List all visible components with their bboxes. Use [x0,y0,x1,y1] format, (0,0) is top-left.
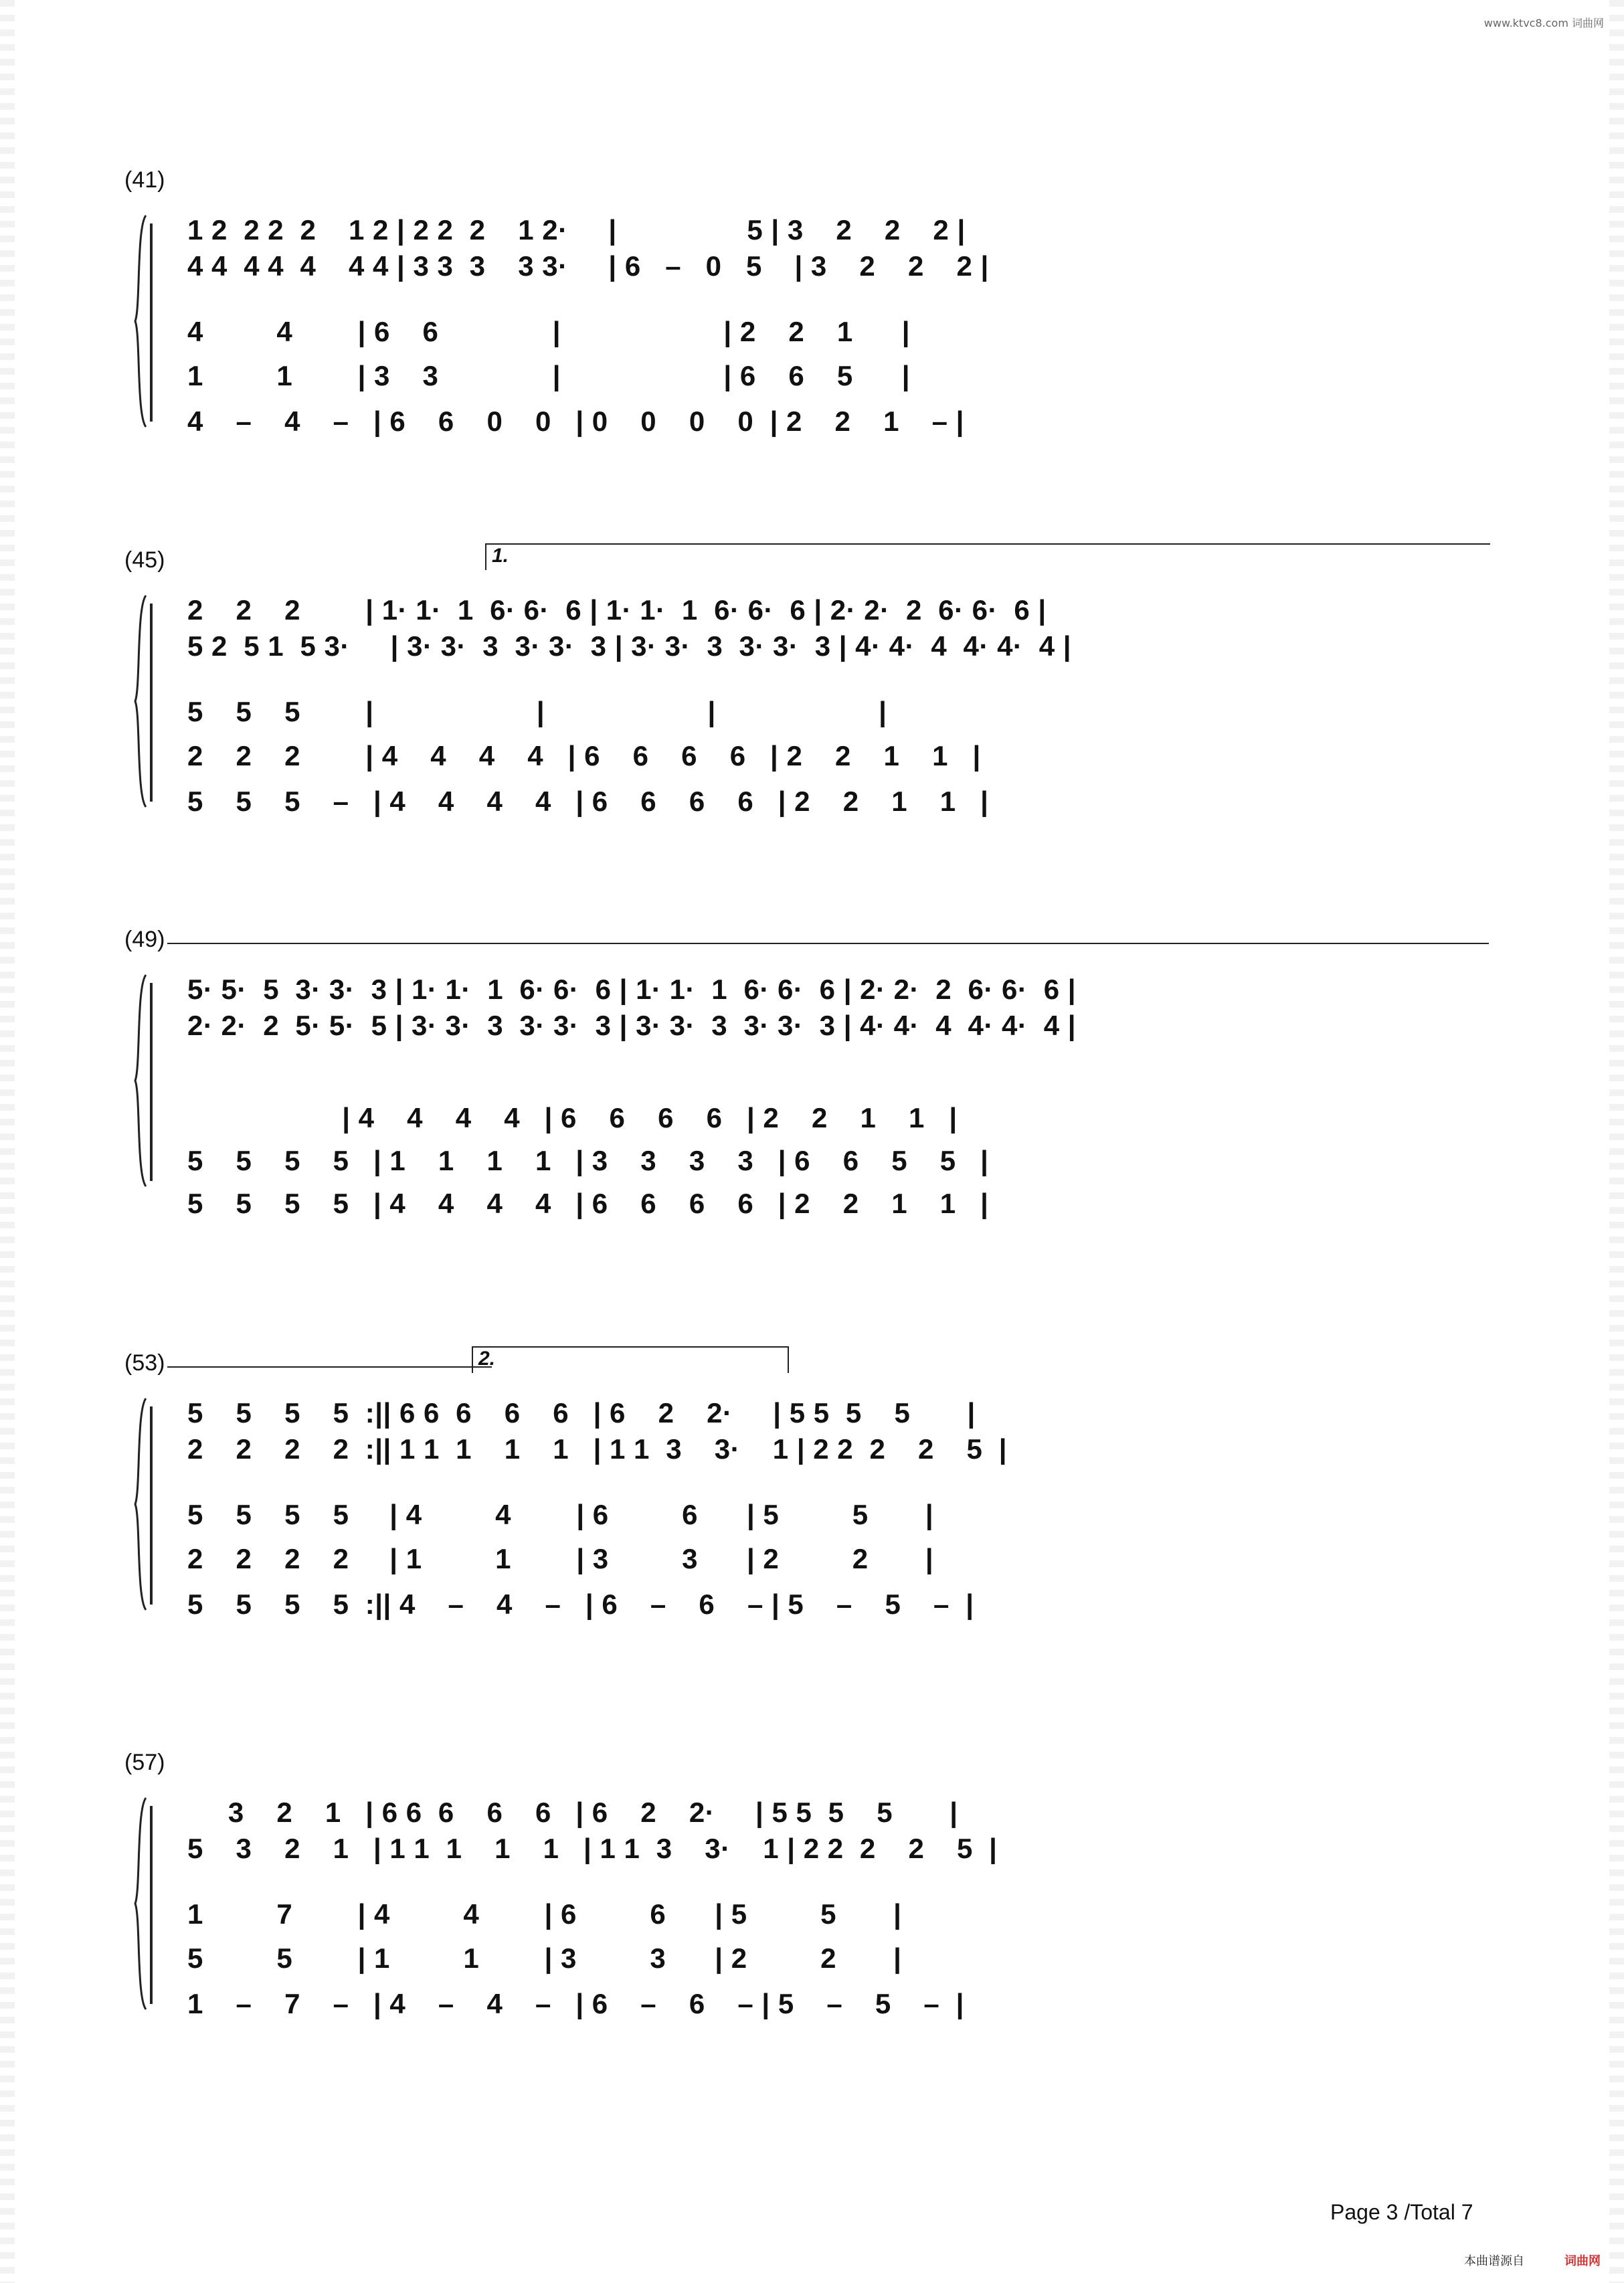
bass-lower: 1 – 7 – | 4 – 4 – | 6 – 6 – | 5 – 5 – | [187,1988,964,2019]
bass-lower: 5 5 5 5 :|| 4 – 4 – | 6 – 6 – | 5 – 5 – | [187,1588,974,1620]
bass-upper: 1 7 | 4 4 | 6 6 | 5 5 | [187,1898,902,1930]
system-45 [120,547,1492,922]
bass-upper: 4 4 | 6 6 | | 2 2 1 | [187,316,911,347]
system-57 [120,1750,1492,2124]
bass-middle: 2 2 2 | 4 4 4 4 | 6 6 6 6 | 2 2 1 1 | [187,740,981,771]
volta-label: 2. [478,1348,496,1370]
site-logo: 词曲网 [1564,2254,1601,2268]
melody-lower: 4 4 4 4 4 4 4 | 3 3 3 3 3· | 6 – 0 5 | 3 2 2 2 | [187,250,989,282]
melody-lower: 5 3 2 1 | 1 1 1 1 1 | 1 1 3 3· 1 | 2 2 2 2 5 | [187,1833,998,1864]
melody-upper: 3 2 1 | 6 6 6 6 6 | 6 2 2· | 5 5 5 5 | [187,1797,958,1828]
bass-middle: 2 2 2 2 | 1 1 | 3 3 | 2 2 | [187,1543,934,1574]
melody-lower: 5 2 5 1 5 3· | 3· 3· 3 3· 3· 3 | 3· 3· 3 3· 3· 3 | 4· 4· 4 4· 4· 4 | [187,630,1072,662]
brace-icon [134,974,147,1188]
system-start-barline [150,223,153,422]
melody-upper: 5· 5· 5 3· 3· 3 | 1· 1· 1 6· 6· 6 | 1· 1· 1 6· 6· 6 | 2· 2· 2 6· 6· 6 | [187,974,1076,1005]
volta-bracket [485,543,1490,570]
bass-upper: 5 5 5 5 | 4 4 | 6 6 | 5 5 | [187,1499,934,1530]
bass-upper: | 4 4 4 4 | 6 6 6 6 | 2 2 1 1 | [187,1102,958,1133]
bass-upper: 5 5 5 | | | | [187,696,887,727]
page-footer: Page 3 /Total 7 [1330,2200,1473,2224]
melody-upper: 1 2 2 2 2 1 2 | 2 2 2 1 2· | 5 | 3 2 2 2 | [187,214,966,246]
melody-upper: 5 5 5 5 :|| 6 6 6 6 6 | 6 2 2· | 5 5 5 5 | [187,1397,976,1429]
brace-icon [134,594,147,808]
measure-number: (53) [124,1350,165,1376]
system-53 [120,1350,1492,1725]
system-start-barline [150,983,153,1181]
page-edge-right [1609,0,1624,2283]
bass-lower: 5 5 5 – | 4 4 4 4 | 6 6 6 6 | 2 2 1 1 | [187,786,989,817]
brace-icon [134,214,147,428]
bass-lower: 4 – 4 – | 6 6 0 0 | 0 0 0 0 | 2 2 1 – | [187,405,964,437]
system-41 [120,167,1492,542]
system-start-barline [150,1406,153,1605]
source-stamp: 本曲谱源自 [1464,2254,1524,2268]
bass-middle: 1 1 | 3 3 | | 6 6 5 | [187,360,911,391]
page-edge-left [0,0,15,2283]
measure-number: (45) [124,547,165,573]
measure-number: (41) [124,167,165,193]
brace-icon [134,1797,147,2011]
volta-end-line [167,1366,492,1368]
volta-continuation-line [167,943,1489,944]
measure-number: (57) [124,1750,165,1775]
bass-middle: 5 5 | 1 1 | 3 3 | 2 2 | [187,1942,902,1974]
volta-label: 1. [492,545,509,567]
system-start-barline [150,1806,153,2004]
system-49 [120,927,1492,1301]
measure-number: (49) [124,927,165,952]
melody-lower: 2 2 2 2 :|| 1 1 1 1 1 | 1 1 3 3· 1 | 2 2 2 2 5 | [187,1433,1007,1465]
system-start-barline [150,604,153,802]
bass-lower: 5 5 5 5 | 4 4 4 4 | 6 6 6 6 | 2 2 1 1 | [187,1188,989,1219]
melody-lower: 2· 2· 2 5· 5· 5 | 3· 3· 3 3· 3· 3 | 3· 3· 3 3· 3· 3 | 4· 4· 4 4· 4· 4 | [187,1010,1076,1041]
bass-middle: 5 5 5 5 | 1 1 1 1 | 3 3 3 3 | 6 6 5 5 | [187,1145,989,1176]
melody-upper: 2 2 2 | 1· 1· 1 6· 6· 6 | 1· 1· 1 6· 6· 6 | 2· 2· 2 6· 6· 6 | [187,594,1047,626]
brace-icon [134,1397,147,1611]
volta-bracket [472,1346,789,1373]
watermark-top: www.ktvc8.com 词曲网 [1483,17,1604,29]
